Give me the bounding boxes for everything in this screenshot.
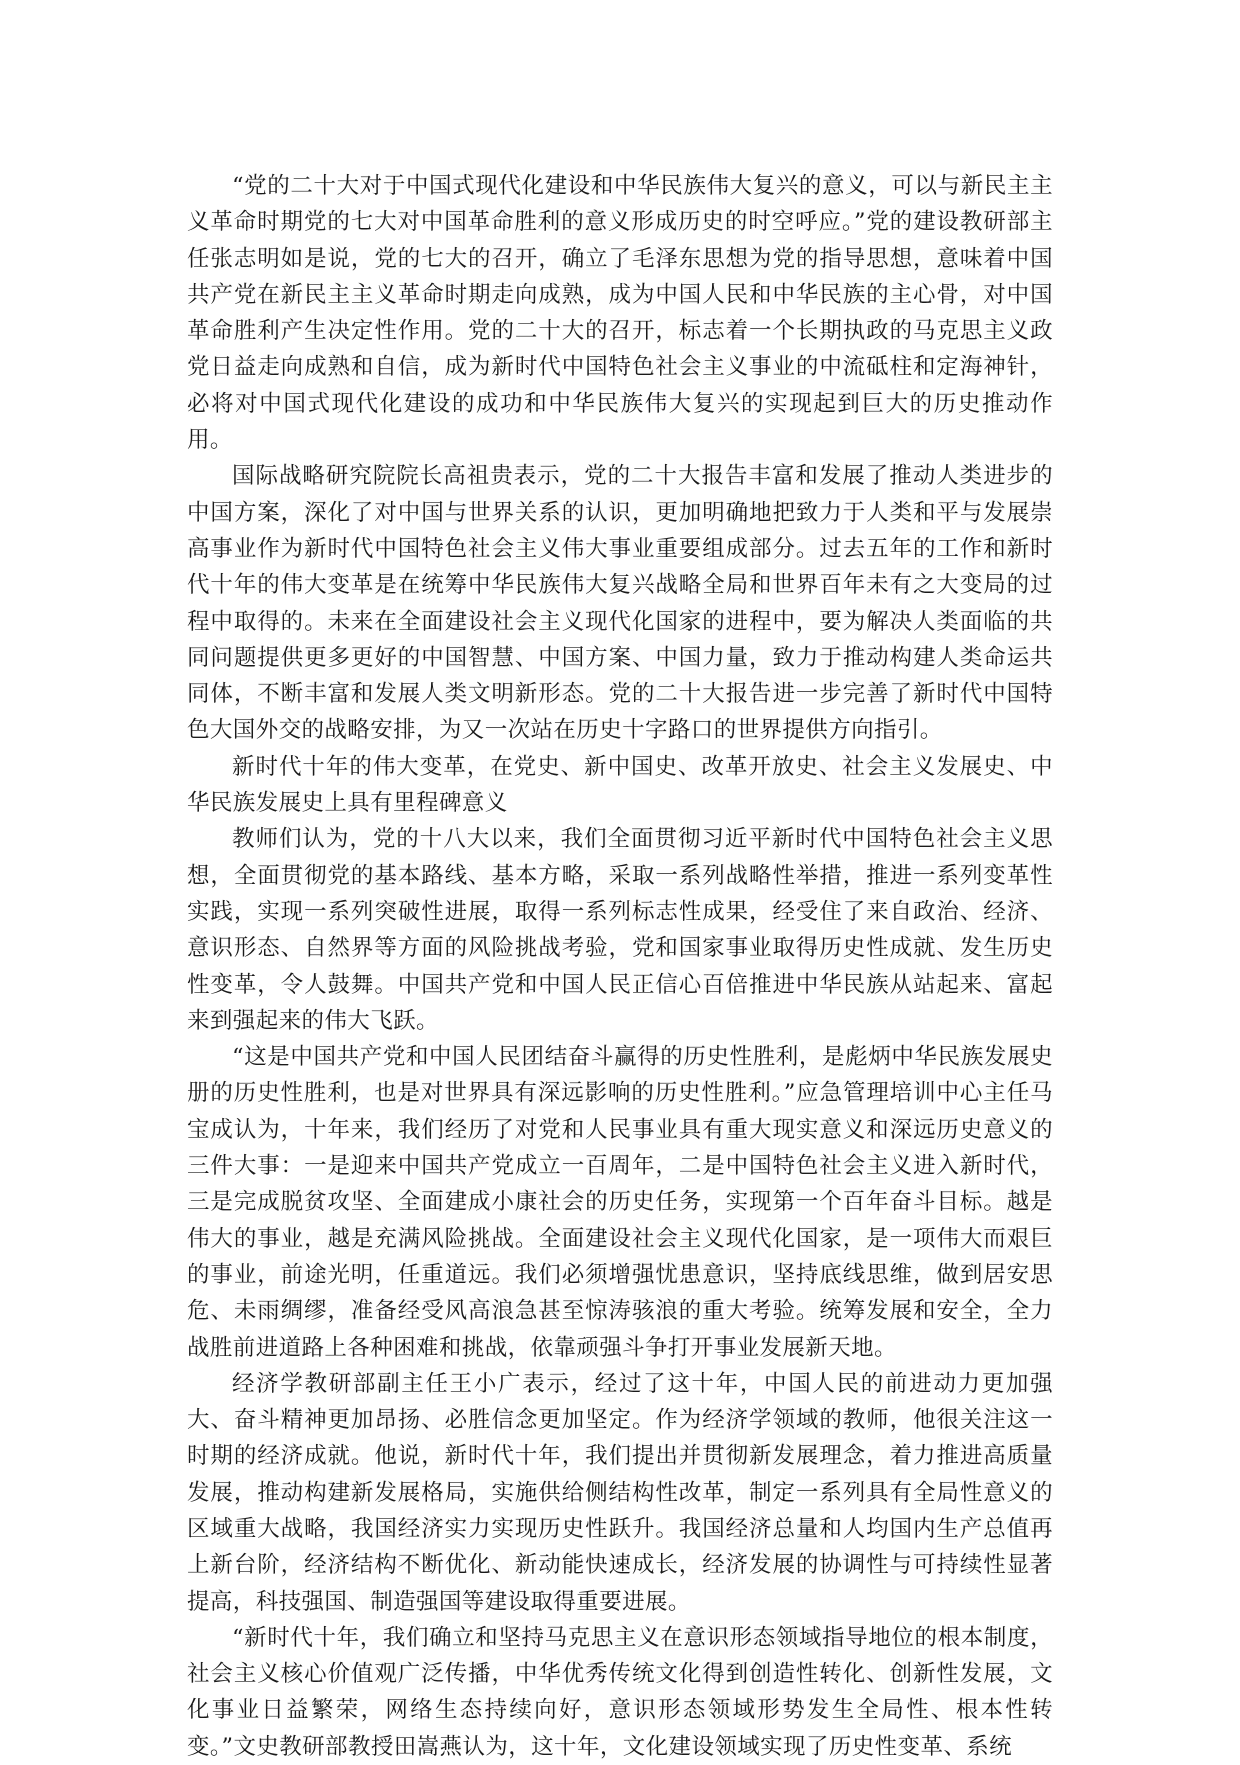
paragraph-tian-songyan: “新时代十年，我们确立和坚持马克思主义在意识形态领域指导地位的根本制度，社会主义核心价值观广泛传播，中华优秀传统文化得到创造性转化、创新性发展，文化事业日益繁荣，网络生态持续向好，意识形态领域形势发生全局性、根本性转变。”文史教研部教授田嵩燕认为，这十年，文化建设领域实现了历史性变革、系统 — [187, 1624, 1053, 1760]
paragraph-teachers: 教师们认为，党的十八大以来，我们全面贯彻习近平新时代中国特色社会主义思想，全面贯彻党的基本路线、基本方略，采取一系列战略性举措，推进一系列变革性实践，实现一系列突破性进展，取得一系列标志性成果，经受住了来自政治、经济、意识形态、自然界等方面的风险挑战考验，党和国家事业取得历史性成就、发生历史性变革，令人鼓舞。中国共产党和中国人民正信心百倍推进中华民族从站起来、富起来到强起来的伟大飞跃。 — [187, 826, 1053, 1034]
paragraph-ma-baocheng: “这是中国共产党和中国人民团结奋斗赢得的历史性胜利，是彪炳中华民族发展史册的历史性胜利，也是对世界具有深远影响的历史性胜利。”应急管理培训中心主任马宝成认为，十年来，我们经历了对党和人民事业具有重大现实意义和深远历史意义的三件大事：一是迎来中国共产党成立一百周年，二是中国特色社会主义进入新时代，三是完成脱贫攻坚、全面建成小康社会的历史任务，实现第一个百年奋斗目标。越是伟大的事业，越是充满风险挑战。全面建设社会主义现代化国家，是一项伟大而艰巨的事业，前途光明，任重道远。我们必须增强忧患意识，坚持底线思维，做到居安思危、未雨绸缪，准备经受风高浪急甚至惊涛骇浪的重大考验。统筹发展和安全，全力战胜前进道路上各种困难和挑战，依靠顽强斗争打开事业发展新天地。 — [187, 1044, 1053, 1361]
paragraph-gao-zugui: 国际战略研究院院长高祖贵表示，党的二十大报告丰富和发展了推动人类进步的中国方案，深化了对中国与世界关系的认识，更加明确地把致力于人类和平与发展崇高事业作为新时代中国特色社会主义伟大事业重要组成部分。过去五年的工作和新时代十年的伟大变革是在统筹中华民族伟大复兴战略全局和世界百年未有之大变局的过程中取得的。未来在全面建设社会主义现代化国家的进程中，要为解决人类面临的共同问题提供更多更好的中国智慧、中国方案、中国力量，致力于推动构建人类命运共同体，不断丰富和发展人类文明新形态。党的二十大报告进一步完善了新时代中国特色大国外交的战略安排，为又一次站在历史十字路口的世界提供方向指引。 — [187, 463, 1053, 744]
section-heading-great-transformation: 新时代十年的伟大变革，在党史、新中国史、改革开放史、社会主义发展史、中华民族发展史上具有里程碑意义 — [187, 753, 1053, 817]
paragraph-wang-xiaoguang: 经济学教研部副主任王小广表示，经过了这十年，中国人民的前进动力更加强大、奋斗精神更加昂扬、必胜信念更加坚定。作为经济学领域的教师，他很关注这一时期的经济成就。他说，新时代十年，我们提出并贯彻新发展理念，着力推进高质量发展，推动构建新发展格局，实施供给侧结构性改革，制定一系列具有全局性意义的区域重大战略，我国经济实力实现历史性跃升。我国经济总量和人均国内生产总值再上新台阶，经济结构不断优化、新动能快速成长，经济发展的协调性与可持续性显著提高，科技强国、制造强国等建设取得重要进展。 — [187, 1370, 1053, 1615]
article-body — [187, 168, 1053, 1765]
paragraph-zhang-zhiming: “党的二十大对于中国式现代化建设和中华民族伟大复兴的意义，可以与新民主主义革命时期党的七大对中国革命胜利的意义形成历史的时空呼应。”党的建设教研部主任张志明如是说，党的七大的召开，确立了毛泽东思想为党的指导思想，意味着中国共产党在新民主主义革命时期走向成熟，成为中国人民和中华民族的主心骨，对中国革命胜利产生决定性作用。党的二十大的召开，标志着一个长期执政的马克思主义政党日益走向成熟和自信，成为新时代中国特色社会主义事业的中流砥柱和定海神针，必将对中国式现代化建设的成功和中华民族伟大复兴的实现起到巨大的历史推动作用。 — [187, 173, 1053, 454]
